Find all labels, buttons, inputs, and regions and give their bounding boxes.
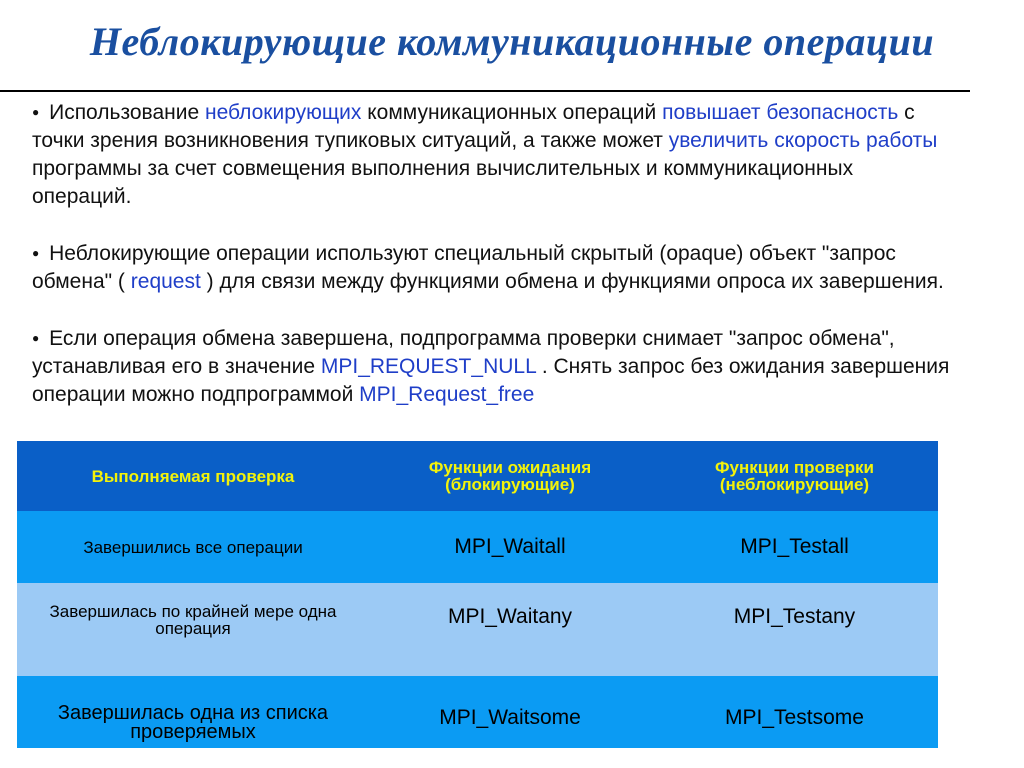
- table-row: [17, 511, 938, 583]
- table-cell-test: MPI_Testall: [740, 535, 849, 558]
- paragraph: [32, 239, 952, 296]
- table-cell-wait: MPI_Waitsome: [439, 706, 581, 729]
- table-cell-check: Завершилась одна из списка проверяемых: [57, 702, 329, 743]
- text-run: с точки зрения возникновения тупиковых ситуаций, а также может: [32, 101, 915, 152]
- table-cell-check: Завершились все операции: [83, 537, 303, 557]
- text-run: ) для связи между функциями обмена и функциями опроса их завершения.: [206, 270, 944, 293]
- text-run: программы за счет совмещения выполнения вычислительных и коммуникационных операций.: [32, 157, 854, 208]
- highlighted-term: повышает безопасность: [662, 101, 899, 124]
- table-header-cell: Функции проверки (неблокирующие): [715, 458, 874, 494]
- table-header-cell: Функции ожидания (блокирующие): [428, 458, 592, 494]
- table-cell-wait: MPI_Waitall: [454, 535, 566, 558]
- highlighted-term: увеличить скорость работы: [668, 129, 938, 152]
- table-cell-wait: MPI_Waitany: [447, 605, 573, 628]
- bullet-icon: ●: [32, 105, 40, 119]
- table-header-cell: Выполняемая проверка: [91, 466, 295, 486]
- highlighted-term: MPI_Request_free: [359, 383, 535, 406]
- table-cell-test: MPI_Testsome: [725, 706, 864, 729]
- text-run: коммуникационных операций: [367, 101, 663, 124]
- bullet-icon: ●: [32, 331, 40, 345]
- table-cell-check: Завершилась по крайней мере одна операция: [49, 602, 337, 638]
- highlighted-term: неблокирующих: [204, 101, 362, 124]
- slide-title: Неблокирующие коммуникационные операции: [89, 19, 935, 64]
- table-row: [17, 676, 938, 748]
- text-run: Использование: [49, 101, 205, 124]
- text-run: Если операция обмена завершена, подпрограмма проверки снимает "запрос обмена", устанавливая его в значение: [32, 327, 895, 378]
- bullet-icon: ●: [32, 246, 40, 260]
- text-run: Неблокирующие операции используют специальный скрытый (opaque) объект "запрос обмена" (: [32, 242, 896, 293]
- functions-table: [17, 441, 938, 748]
- table-cell-test: MPI_Testany: [733, 605, 856, 628]
- table-row: [17, 583, 938, 676]
- body-text: [32, 98, 952, 409]
- paragraph: [32, 324, 952, 409]
- title-divider: [0, 90, 970, 92]
- highlighted-term: MPI_REQUEST_NULL: [320, 355, 536, 378]
- paragraph: [32, 98, 952, 211]
- highlighted-term: request: [130, 270, 201, 293]
- table-header-row: [17, 441, 938, 511]
- text-run: . Снять запрос без ожидания завершения операции можно подпрограммой: [32, 355, 950, 406]
